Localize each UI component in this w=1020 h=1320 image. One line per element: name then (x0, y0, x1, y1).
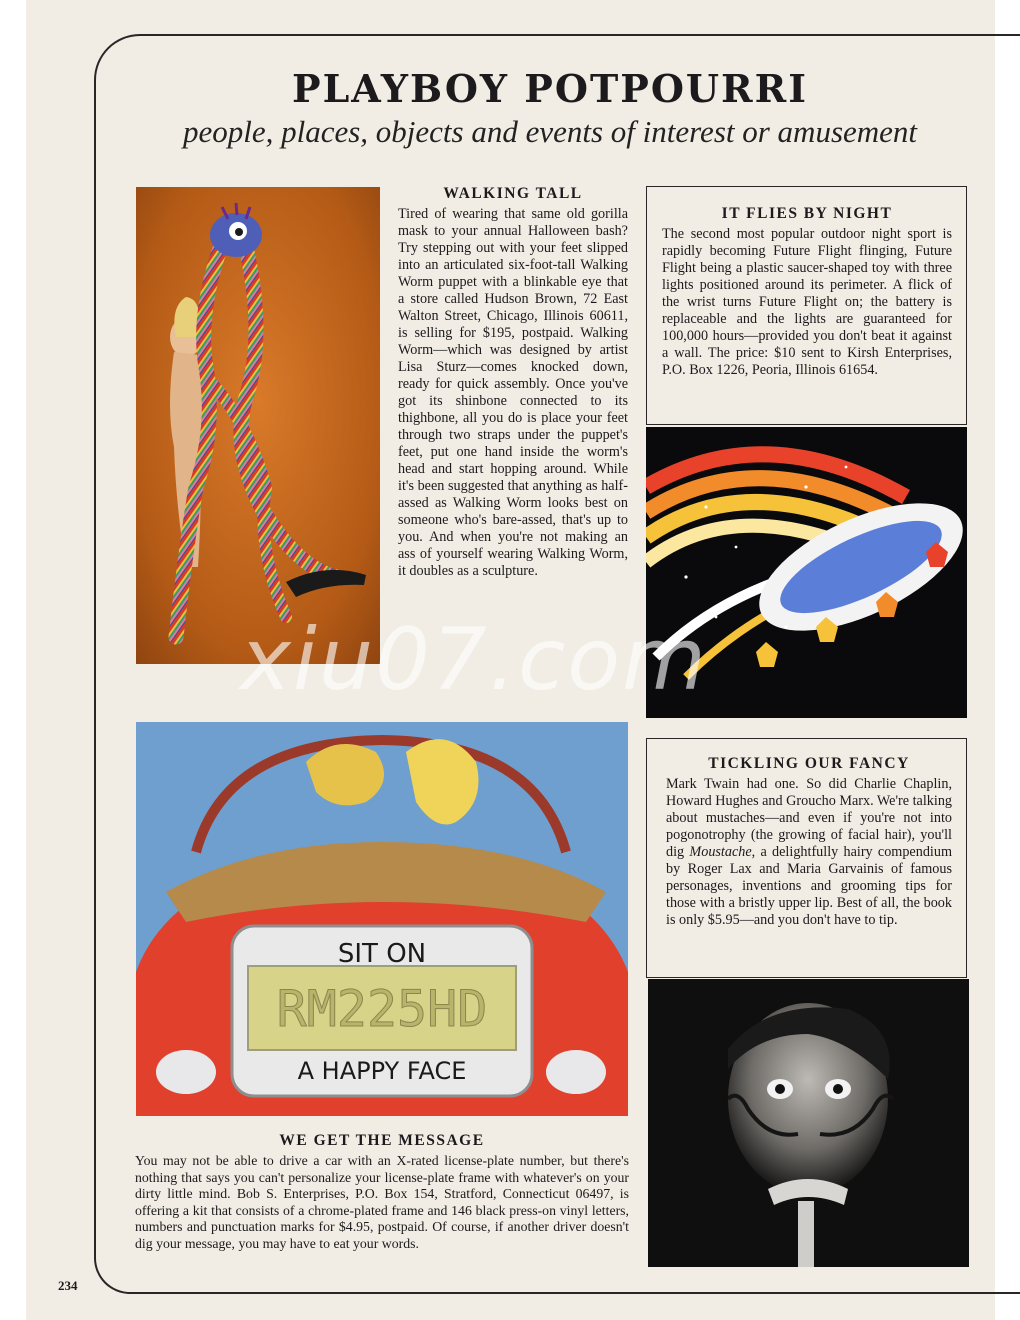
plate-number: RM225HD (276, 980, 488, 1038)
page-subtitle: people, places, objects and events of interest or amusement (182, 114, 918, 149)
walking-worm-photo (136, 187, 380, 664)
article-body: The second most popular outdoor night sport is rapidly becoming Future Flight flinging, Future Flight being a plastic saucer-shaped toy with three lights positioned around its perimeter. A flick of the wrist turns Future Flight on; the battery is replaceable and the lights are guaranteed for 100,000 hours—provided you don't beat it against a wall. The price: $10 sent to Kirsh Enterprises, P.O. Box 1226, Peoria, Illinois 61654. (662, 226, 952, 378)
plate-frame-bottom-text: A HAPPY FACE (297, 1057, 467, 1085)
license-plate-car-illustration (136, 722, 628, 1116)
watermark-text: xiu07.com (240, 610, 708, 710)
article-body: You may not be able to drive a car with an X-rated license-plate number, but there's nothing that says you can't personalize your license-plate frame with whatever's on your dirty little mind. Bob S. Enterprises, P.O. Box 154, Stratford, Connecticut 06497, is offering a kit that consists of a chrome-plated frame and 146 black press-on vinyl letters, numbers and punctuation marks for $4.95, postpaid. Of course, if another driver doesn't dig your message, you may have to eat your words. (135, 1153, 629, 1251)
article-body (666, 776, 952, 929)
article-body-part: Mark Twain had one. So did Charlie Chaplin, Howard Hughes and Groucho Marx. We're talking about mustaches—and even if you're not into pogonotrophy (the growing of facial hair), you'll dig (666, 776, 953, 860)
article-we-get-the-message (135, 1132, 629, 1253)
article-it-flies-by-night (646, 186, 967, 425)
mustache-portrait-photo (648, 979, 969, 1267)
article-heading: WALKING TALL (443, 185, 583, 202)
page-number: 234 (58, 1278, 78, 1293)
article-heading: WE GET THE MESSAGE (279, 1132, 485, 1149)
future-flight-illustration (646, 427, 967, 718)
article-body: Tired of wearing that same old gorilla mask to your annual Halloween bash? Try stepping out with your feet slipped into an articulated six-foot-tall Walking Worm puppet with a blinkable eye that a store called Hudson Brown, 72 East Walton Street, Chicago, Illinois 60611, is selling for $195, postpaid. Walking Worm—which was designed by artist Lisa Sturz—comes knocked down, ready for quick assembly. Once you've got its shinbone connected to its thighbone, all you do is place your feet through two straps under the puppet's feet, put one hand inside the worm's head and start hopping around. While it's been suggested that anything as half-assed as Walking Worm looks best on someone who's bare-assed, that's up to you. And when you're not making an ass of yourself wearing Walking Worm, it doubles as a sculpture. (398, 206, 628, 579)
article-tickling-our-fancy (646, 738, 967, 978)
plate-frame-top-text: SIT ON (337, 939, 427, 969)
article-heading: IT FLIES BY NIGHT (721, 205, 893, 222)
article-heading: TICKLING OUR FANCY (708, 755, 910, 772)
book-title: Moustache (689, 844, 752, 860)
article-walking-tall (398, 185, 628, 580)
page-title: PLAYBOY POTPOURRI (292, 66, 808, 111)
article-body-part: , a delightfully hairy compendium by Roger Lax and Maria Garvainis of famous personages, inventions and grooming tips for those with a bristly upper lip. Best of all, the book is only $5.95—and you don't have to tip. (666, 844, 952, 928)
